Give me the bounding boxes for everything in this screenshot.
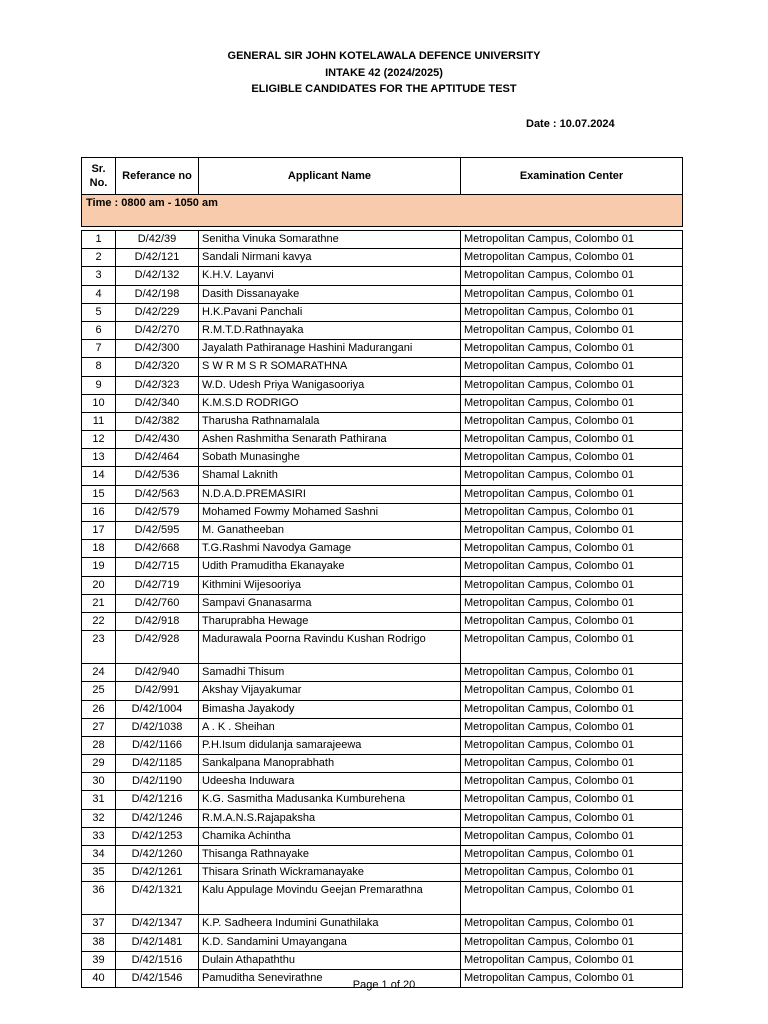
cell-reference-no: D/42/430 (116, 431, 199, 449)
cell-applicant-name: Chamika Achintha (199, 827, 461, 845)
cell-exam-center: Metropolitan Campus, Colombo 01 (461, 576, 683, 594)
table-row (82, 612, 683, 630)
table-row (82, 809, 683, 827)
table-row (82, 394, 683, 412)
cell-applicant-name: T.G.Rashmi Navodya Gamage (199, 540, 461, 558)
table-header-row (82, 158, 683, 195)
university-title: GENERAL SIR JOHN KOTELAWALA DEFENCE UNIVERSITY (227, 50, 541, 62)
cell-sr-no: 12 (82, 431, 116, 449)
cell-sr-no: 1 (82, 231, 116, 249)
cell-exam-center: Metropolitan Campus, Colombo 01 (461, 594, 683, 612)
cell-exam-center: Metropolitan Campus, Colombo 01 (461, 700, 683, 718)
table-row (82, 431, 683, 449)
cell-reference-no: D/42/940 (116, 664, 199, 682)
cell-reference-no: D/42/1246 (116, 809, 199, 827)
cell-exam-center: Metropolitan Campus, Colombo 01 (461, 394, 683, 412)
cell-reference-no: D/42/1260 (116, 846, 199, 864)
table-row (82, 576, 683, 594)
cell-applicant-name: K.M.S.D RODRIGO (199, 394, 461, 412)
cell-sr-no: 9 (82, 376, 116, 394)
cell-exam-center: Metropolitan Campus, Colombo 01 (461, 631, 683, 664)
table-row (82, 594, 683, 612)
table-row (82, 558, 683, 576)
cell-exam-center: Metropolitan Campus, Colombo 01 (461, 431, 683, 449)
table-row (82, 303, 683, 321)
cell-applicant-name: W.D. Udesh Priya Wanigasooriya (199, 376, 461, 394)
cell-applicant-name: Tharuprabha Hewage (199, 612, 461, 630)
cell-sr-no: 35 (82, 864, 116, 882)
cell-sr-no: 40 (82, 969, 116, 987)
page-number: Page 1 of 20 (352, 979, 416, 991)
cell-applicant-name: K.P. Sadheera Indumini Gunathilaka (199, 915, 461, 933)
cell-reference-no: D/42/270 (116, 321, 199, 339)
cell-applicant-name: Bimasha Jayakody (199, 700, 461, 718)
table-row (82, 736, 683, 754)
cell-sr-no: 37 (82, 915, 116, 933)
cell-reference-no: D/42/340 (116, 394, 199, 412)
cell-sr-no: 39 (82, 951, 116, 969)
cell-sr-no: 3 (82, 267, 116, 285)
cell-exam-center: Metropolitan Campus, Colombo 01 (461, 791, 683, 809)
cell-applicant-name: Ashen Rashmitha Senarath Pathirana (199, 431, 461, 449)
cell-exam-center: Metropolitan Campus, Colombo 01 (461, 449, 683, 467)
cell-applicant-name: Jayalath Pathiranage Hashini Madurangani (199, 340, 461, 358)
cell-sr-no: 7 (82, 340, 116, 358)
cell-applicant-name: Madurawala Poorna Ravindu Kushan Rodrigo (199, 631, 461, 664)
cell-applicant-name: K.D. Sandamini Umayangana (199, 933, 461, 951)
cell-exam-center: Metropolitan Campus, Colombo 01 (461, 612, 683, 630)
cell-reference-no: D/42/1004 (116, 700, 199, 718)
cell-exam-center: Metropolitan Campus, Colombo 01 (461, 915, 683, 933)
cell-exam-center: Metropolitan Campus, Colombo 01 (461, 682, 683, 700)
cell-sr-no: 20 (82, 576, 116, 594)
table-row (82, 467, 683, 485)
cell-reference-no: D/42/991 (116, 682, 199, 700)
cell-reference-no: D/42/132 (116, 267, 199, 285)
table-row (82, 664, 683, 682)
cell-reference-no: D/42/300 (116, 340, 199, 358)
cell-sr-no: 10 (82, 394, 116, 412)
cell-exam-center: Metropolitan Campus, Colombo 01 (461, 540, 683, 558)
cell-applicant-name: H.K.Pavani Panchali (199, 303, 461, 321)
table-row (82, 321, 683, 339)
cell-applicant-name: R.M.A.N.S.Rajapaksha (199, 809, 461, 827)
col-header-sr: Sr. No. (82, 158, 116, 195)
cell-applicant-name: Sampavi Gnanasarma (199, 594, 461, 612)
table-row (82, 231, 683, 249)
table-row (82, 249, 683, 267)
cell-exam-center: Metropolitan Campus, Colombo 01 (461, 933, 683, 951)
cell-sr-no: 27 (82, 718, 116, 736)
table-row (82, 915, 683, 933)
cell-exam-center: Metropolitan Campus, Colombo 01 (461, 285, 683, 303)
cell-reference-no: D/42/1185 (116, 755, 199, 773)
cell-reference-no: D/42/464 (116, 449, 199, 467)
candidates-table (81, 157, 683, 988)
cell-reference-no: D/42/1253 (116, 827, 199, 845)
cell-sr-no: 33 (82, 827, 116, 845)
cell-exam-center: Metropolitan Campus, Colombo 01 (461, 503, 683, 521)
cell-reference-no: D/42/121 (116, 249, 199, 267)
table-row (82, 358, 683, 376)
cell-sr-no: 11 (82, 412, 116, 430)
table-row (82, 376, 683, 394)
cell-reference-no: D/42/563 (116, 485, 199, 503)
cell-reference-no: D/42/719 (116, 576, 199, 594)
cell-sr-no: 5 (82, 303, 116, 321)
table-row (82, 846, 683, 864)
cell-exam-center: Metropolitan Campus, Colombo 01 (461, 809, 683, 827)
cell-applicant-name: Mohamed Fowmy Mohamed Sashni (199, 503, 461, 521)
cell-reference-no: D/42/1347 (116, 915, 199, 933)
time-slot-label: Time : 0800 am - 1050 am (82, 195, 683, 227)
cell-exam-center: Metropolitan Campus, Colombo 01 (461, 827, 683, 845)
cell-exam-center: Metropolitan Campus, Colombo 01 (461, 412, 683, 430)
cell-applicant-name: Dulain Athapaththu (199, 951, 461, 969)
cell-reference-no: D/42/595 (116, 522, 199, 540)
cell-sr-no: 13 (82, 449, 116, 467)
cell-exam-center: Metropolitan Campus, Colombo 01 (461, 340, 683, 358)
list-title: ELIGIBLE CANDIDATES FOR THE APTITUDE TEST (251, 83, 517, 95)
cell-applicant-name: N.D.A.D.PREMASIRI (199, 485, 461, 503)
cell-exam-center: Metropolitan Campus, Colombo 01 (461, 558, 683, 576)
cell-applicant-name: Thisanga Rathnayake (199, 846, 461, 864)
cell-exam-center: Metropolitan Campus, Colombo 01 (461, 267, 683, 285)
table-row (82, 682, 683, 700)
cell-sr-no: 16 (82, 503, 116, 521)
cell-sr-no: 28 (82, 736, 116, 754)
cell-sr-no: 4 (82, 285, 116, 303)
cell-applicant-name: Akshay Vijayakumar (199, 682, 461, 700)
cell-sr-no: 14 (82, 467, 116, 485)
cell-reference-no: D/42/715 (116, 558, 199, 576)
table-row (82, 449, 683, 467)
cell-reference-no: D/42/760 (116, 594, 199, 612)
cell-exam-center: Metropolitan Campus, Colombo 01 (461, 736, 683, 754)
cell-exam-center: Metropolitan Campus, Colombo 01 (461, 773, 683, 791)
cell-applicant-name: Shamal Laknith (199, 467, 461, 485)
cell-exam-center: Metropolitan Campus, Colombo 01 (461, 522, 683, 540)
cell-sr-no: 8 (82, 358, 116, 376)
table-row (82, 503, 683, 521)
cell-sr-no: 38 (82, 933, 116, 951)
cell-exam-center: Metropolitan Campus, Colombo 01 (461, 755, 683, 773)
col-header-name: Applicant Name (199, 158, 461, 195)
cell-reference-no: D/42/928 (116, 631, 199, 664)
cell-exam-center: Metropolitan Campus, Colombo 01 (461, 321, 683, 339)
cell-reference-no: D/42/39 (116, 231, 199, 249)
table-row (82, 882, 683, 915)
cell-exam-center: Metropolitan Campus, Colombo 01 (461, 249, 683, 267)
cell-sr-no: 21 (82, 594, 116, 612)
table-row (82, 485, 683, 503)
cell-applicant-name: Sankalpana Manoprabhath (199, 755, 461, 773)
cell-reference-no: D/42/1321 (116, 882, 199, 915)
cell-applicant-name: P.H.Isum didulanja samarajeewa (199, 736, 461, 754)
cell-applicant-name: Samadhi Thisum (199, 664, 461, 682)
cell-applicant-name: Tharusha Rathnamalala (199, 412, 461, 430)
table-row (82, 412, 683, 430)
table-row (82, 540, 683, 558)
cell-applicant-name: K.H.V. Layanvi (199, 267, 461, 285)
table-row (82, 864, 683, 882)
cell-reference-no: D/42/1216 (116, 791, 199, 809)
cell-reference-no: D/42/229 (116, 303, 199, 321)
cell-applicant-name: Sobath Munasinghe (199, 449, 461, 467)
table-row (82, 827, 683, 845)
table-row (82, 700, 683, 718)
table-row (82, 791, 683, 809)
cell-applicant-name: Thisara Srinath Wickramanayake (199, 864, 461, 882)
cell-sr-no: 29 (82, 755, 116, 773)
table-row (82, 773, 683, 791)
cell-exam-center: Metropolitan Campus, Colombo 01 (461, 718, 683, 736)
cell-sr-no: 22 (82, 612, 116, 630)
cell-reference-no: D/42/1166 (116, 736, 199, 754)
cell-reference-no: D/42/323 (116, 376, 199, 394)
cell-exam-center: Metropolitan Campus, Colombo 01 (461, 467, 683, 485)
cell-applicant-name: Kalu Appulage Movindu Geejan Premarathna (199, 882, 461, 915)
cell-exam-center: Metropolitan Campus, Colombo 01 (461, 485, 683, 503)
cell-sr-no: 23 (82, 631, 116, 664)
cell-reference-no: D/42/382 (116, 412, 199, 430)
intake-title: INTAKE 42 (2024/2025) (325, 66, 443, 79)
cell-reference-no: D/42/536 (116, 467, 199, 485)
cell-exam-center: Metropolitan Campus, Colombo 01 (461, 846, 683, 864)
cell-applicant-name: K.G. Sasmitha Madusanka Kumburehena (199, 791, 461, 809)
cell-applicant-name: R.M.T.D.Rathnayaka (199, 321, 461, 339)
table-row (82, 718, 683, 736)
cell-applicant-name: Pamuditha Senevirathne (199, 969, 461, 987)
cell-applicant-name: Senitha Vinuka Somarathne (199, 231, 461, 249)
cell-sr-no: 34 (82, 846, 116, 864)
cell-sr-no: 30 (82, 773, 116, 791)
cell-applicant-name: Dasith Dissanayake (199, 285, 461, 303)
cell-sr-no: 31 (82, 791, 116, 809)
col-header-center: Examination Center (461, 158, 683, 195)
table-row (82, 755, 683, 773)
cell-reference-no: D/42/918 (116, 612, 199, 630)
cell-reference-no: D/42/1516 (116, 951, 199, 969)
cell-sr-no: 36 (82, 882, 116, 915)
cell-sr-no: 24 (82, 664, 116, 682)
cell-sr-no: 25 (82, 682, 116, 700)
cell-reference-no: D/42/1546 (116, 969, 199, 987)
cell-exam-center: Metropolitan Campus, Colombo 01 (461, 969, 683, 987)
table-row (82, 951, 683, 969)
cell-reference-no: D/42/1190 (116, 773, 199, 791)
cell-exam-center: Metropolitan Campus, Colombo 01 (461, 358, 683, 376)
cell-exam-center: Metropolitan Campus, Colombo 01 (461, 231, 683, 249)
cell-applicant-name: Sandali Nirmani kavya (199, 249, 461, 267)
cell-applicant-name: A . K . Sheihan (199, 718, 461, 736)
document-date: Date : 10.07.2024 (526, 118, 615, 130)
table-row (82, 522, 683, 540)
table-row (82, 267, 683, 285)
cell-exam-center: Metropolitan Campus, Colombo 01 (461, 303, 683, 321)
cell-exam-center: Metropolitan Campus, Colombo 01 (461, 864, 683, 882)
cell-exam-center: Metropolitan Campus, Colombo 01 (461, 376, 683, 394)
cell-exam-center: Metropolitan Campus, Colombo 01 (461, 664, 683, 682)
cell-applicant-name: M. Ganatheeban (199, 522, 461, 540)
cell-sr-no: 2 (82, 249, 116, 267)
cell-reference-no: D/42/579 (116, 503, 199, 521)
table-row (82, 933, 683, 951)
cell-applicant-name: Udith Pramuditha Ekanayake (199, 558, 461, 576)
cell-sr-no: 17 (82, 522, 116, 540)
cell-reference-no: D/42/198 (116, 285, 199, 303)
cell-exam-center: Metropolitan Campus, Colombo 01 (461, 882, 683, 915)
cell-exam-center: Metropolitan Campus, Colombo 01 (461, 951, 683, 969)
cell-applicant-name: Kithmini Wijesooriya (199, 576, 461, 594)
cell-applicant-name: Udeesha Induwara (199, 773, 461, 791)
cell-sr-no: 19 (82, 558, 116, 576)
cell-sr-no: 18 (82, 540, 116, 558)
cell-sr-no: 6 (82, 321, 116, 339)
table-row (82, 285, 683, 303)
table-row (82, 340, 683, 358)
cell-reference-no: D/42/320 (116, 358, 199, 376)
time-slot-row (82, 195, 683, 227)
cell-sr-no: 15 (82, 485, 116, 503)
cell-reference-no: D/42/1038 (116, 718, 199, 736)
col-header-ref: Referance no (116, 158, 199, 195)
document-header (0, 48, 768, 98)
cell-sr-no: 32 (82, 809, 116, 827)
table-row (82, 631, 683, 664)
cell-reference-no: D/42/1261 (116, 864, 199, 882)
cell-reference-no: D/42/1481 (116, 933, 199, 951)
cell-sr-no: 26 (82, 700, 116, 718)
cell-applicant-name: S W R M S R SOMARATHNA (199, 358, 461, 376)
cell-reference-no: D/42/668 (116, 540, 199, 558)
